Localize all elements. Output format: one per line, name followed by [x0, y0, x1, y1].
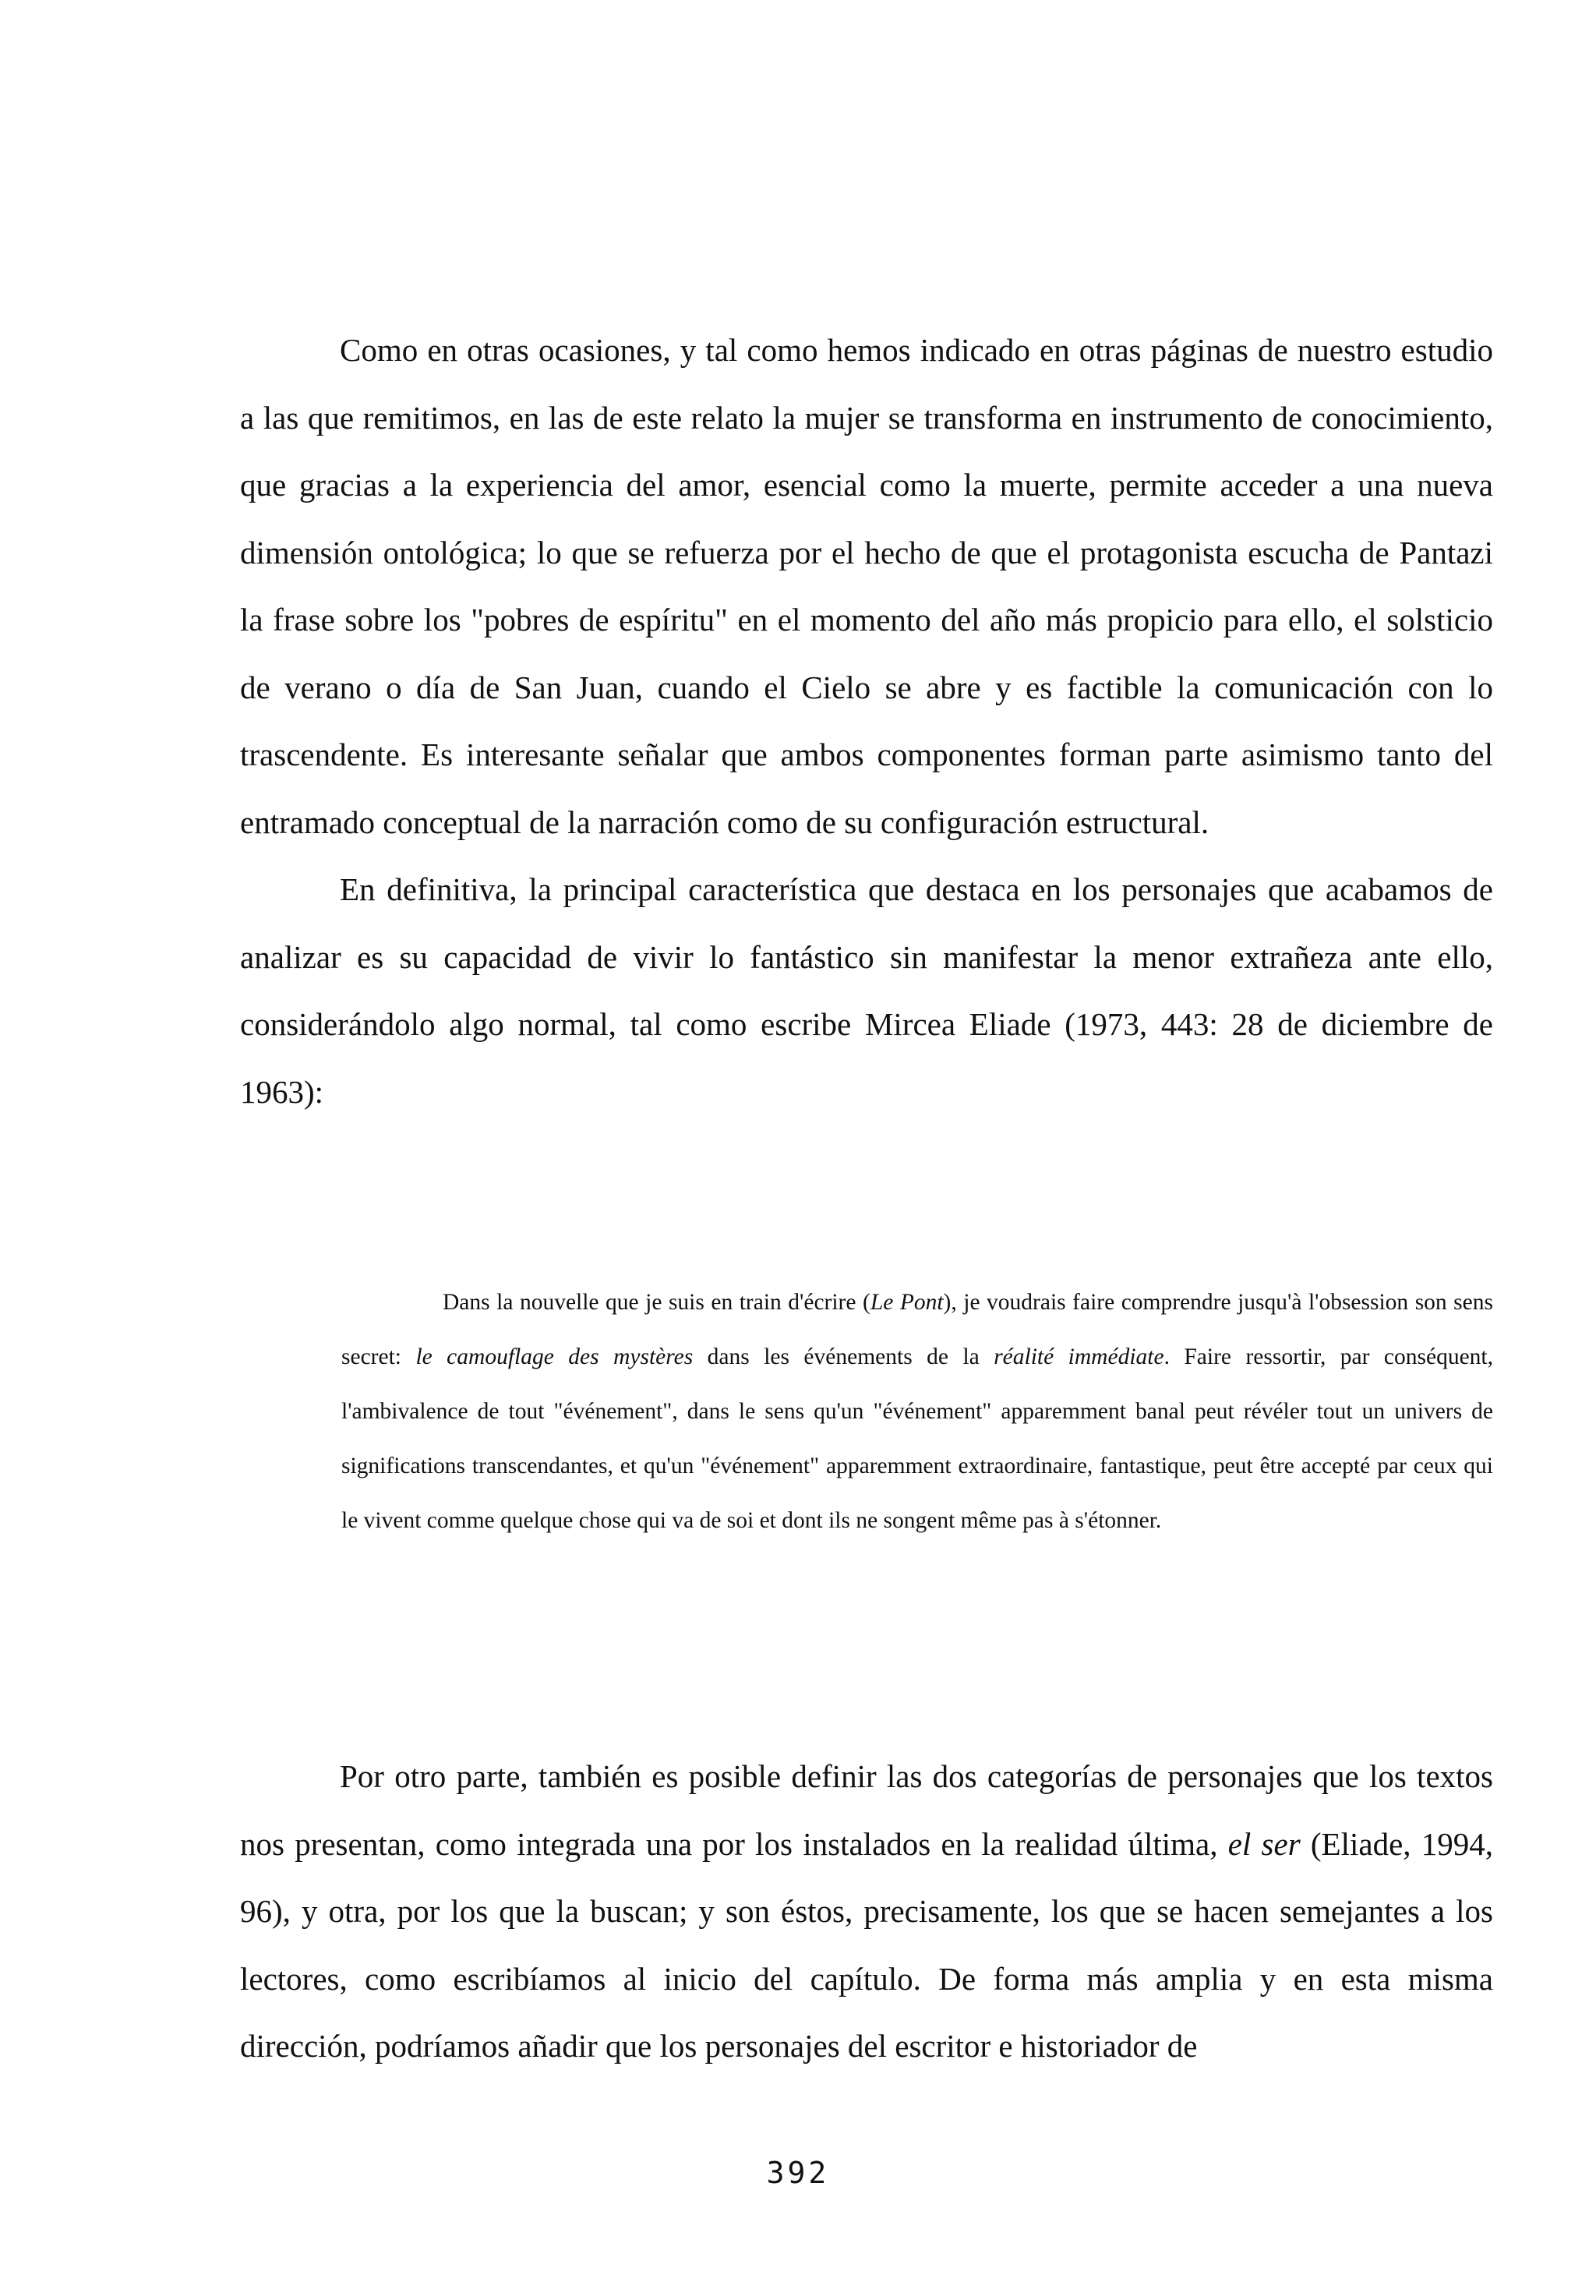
quote-italic: Le Pont: [870, 1290, 944, 1315]
paragraph: [240, 1743, 1493, 2080]
quote-italic: réalité immédiate: [994, 1344, 1164, 1369]
quote-text: Dans la nouvelle que je suis en train d'écrire (: [443, 1290, 870, 1315]
paragraph-text: (Eliade, 1994, 96), y otra, por los que la buscan; y son éstos, precisamente, los que se hacen semejantes a los lectores, como escribíamos al inicio del capítulo. De forma más amplia y en esta misma dirección, podríamos añadir que los personajes del escritor e historiador de: [240, 1825, 1493, 2064]
body-text-bottom: [240, 1743, 1493, 2080]
quote-italic: le camouflage des mystères: [415, 1344, 694, 1369]
quote-text: ), je voudrais faire comprendre jusqu'à l'obsession son sens secret:: [341, 1290, 1493, 1369]
quote-text: dans les événements de la: [693, 1344, 994, 1369]
page-number: 392: [766, 2156, 830, 2190]
paragraph: En definitiva, la principal característica que destaca en los personajes que acabamos de analizar es su capacidad de vivir lo fantástico sin manifestar la menor extrañeza ante ello, considerándolo algo normal, tal como escribe Mircea Eliade (1973, 443: 28 de diciembre de 1963):: [240, 871, 1493, 1110]
paragraph-text: Por otro parte, también es posible definir las dos categorías de personajes que los textos nos presentan, como integrada una por los instalados en la realidad última,: [240, 1758, 1493, 1862]
block-quote: [341, 1275, 1493, 1548]
body-text-top: [240, 316, 1493, 1125]
paragraph: Como en otras ocasiones, y tal como hemos indicado en otras páginas de nuestro estudio a las que remitimos, en las de este relato la mujer se transforma en instrumento de conocimiento, que gracias a la experiencia del amor, esencial como la muerte, permite acceder a una nueva dimensión ontológica; lo que se refuerza por el hecho de que el protagonista escucha de Pantazi la frase sobre los "pobres de espíritu" en el momento del año más propicio para ello, el solsticio de verano o día de San Juan, cuando el Cielo se abre y es factible la comunicación con lo trascendente. Es interesante señalar que ambos componentes forman parte asimismo tanto del entramado conceptual de la narración como de su configuración estructural.: [240, 332, 1493, 840]
quote-paragraph: [341, 1275, 1493, 1548]
paragraph-italic: el ser: [1227, 1825, 1301, 1862]
quote-text: . Faire ressortir, par conséquent, l'ambivalence de tout "événement", dans le sens qu'un "événement" apparemment banal peut révéler tout un univers de significations transcendantes, et qu'un "événement" apparemment extraordinaire, fantastique, peut être accepté par ceux qui le vivent comme quelque chose qui va de soi et dont ils ne songent même pas à s'étonner.: [341, 1344, 1494, 1533]
